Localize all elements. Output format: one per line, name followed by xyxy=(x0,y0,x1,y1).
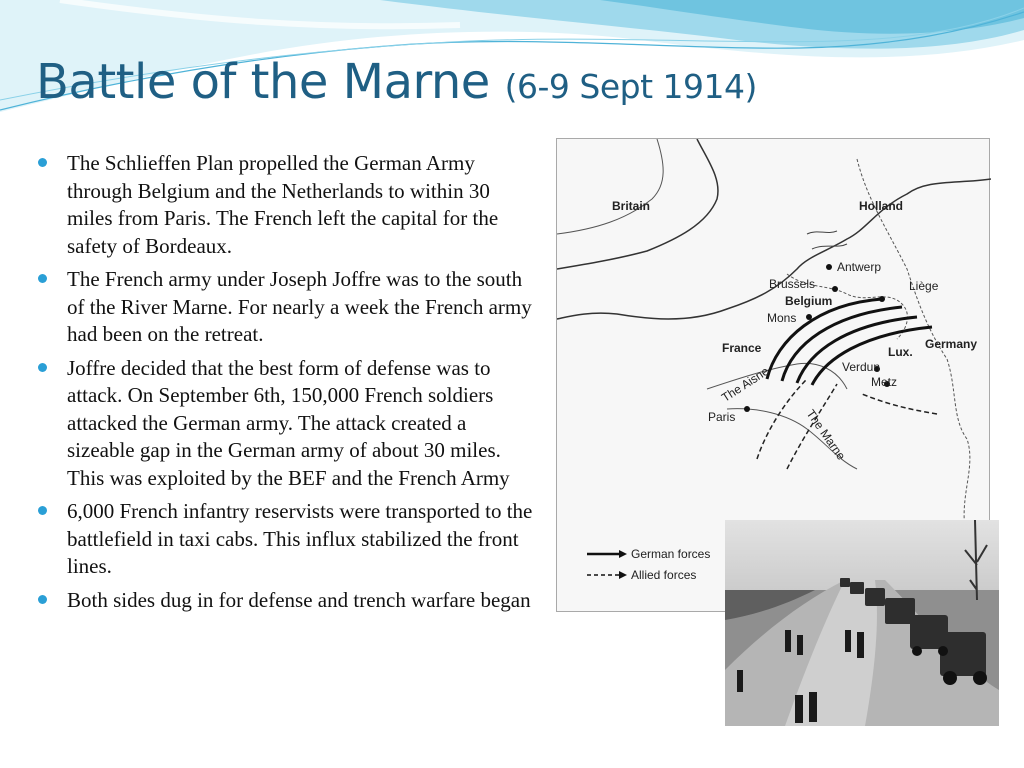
map-label-mons: Mons xyxy=(767,311,797,325)
slide-title xyxy=(36,54,757,110)
bullet-icon xyxy=(38,158,47,167)
bullet-item xyxy=(36,587,536,615)
map-label-germany: Germany xyxy=(925,337,978,351)
map-label-lux: Lux. xyxy=(888,345,913,359)
bullet-item xyxy=(36,355,536,493)
bullet-text: Joffre decided that the best form of defense was to attack. On September 6th, 150,000 French soldiers attacked the German army. The attack created a sizeable gap in the German army of about 30 miles. This was exploited by the BEF and the French Army xyxy=(67,355,510,490)
bullet-text: The Schlieffen Plan propelled the German Army through Belgium and the Netherlands to within 30 miles from Paris. The French left the capital for the safety of Bordeaux. xyxy=(67,151,499,258)
title-date: (6-9 Sept 1914) xyxy=(504,67,757,106)
title-main: Battle of the Marne xyxy=(36,54,490,110)
photo-illustration xyxy=(725,520,999,726)
map-label-paris: Paris xyxy=(708,410,736,424)
map-label-liege: Liège xyxy=(909,279,939,293)
legend-german-forces: German forces xyxy=(631,547,711,561)
bullet-text: Both sides dug in for defense and trench warfare began xyxy=(67,587,531,612)
map-label-aisne: The Aisne xyxy=(719,363,772,405)
map-label-verdun: Verdun xyxy=(842,360,881,374)
bullet-icon xyxy=(38,595,47,604)
bullet-icon xyxy=(38,363,47,372)
map-label-brussels: Brussels xyxy=(769,277,816,291)
map-label-marne: The Marne xyxy=(803,407,849,463)
legend-allied-forces: Allied forces xyxy=(631,568,697,582)
map-label-antwerp: Antwerp xyxy=(837,260,882,274)
bullet-text: 6,000 French infantry reservists were transported to the battlefield in taxi cabs. This influx stabilized the front lines. xyxy=(67,499,533,578)
bullet-list xyxy=(36,150,536,620)
bullet-item xyxy=(36,266,536,349)
map-label-france: France xyxy=(722,341,762,355)
bullet-icon xyxy=(38,274,47,283)
bullet-icon xyxy=(38,506,47,515)
bullet-item xyxy=(36,150,536,260)
map-label-metz: Metz xyxy=(871,375,898,389)
taxi-cabs-photo xyxy=(725,520,999,726)
bullet-item xyxy=(36,498,536,581)
map-label-belgium: Belgium xyxy=(785,294,833,308)
map-label-holland: Holland xyxy=(859,199,903,213)
map-label-britain: Britain xyxy=(612,199,651,213)
bullet-text: The French army under Joseph Joffre was to the south of the River Marne. For nearly a week the French army had been on the retreat. xyxy=(67,267,532,346)
